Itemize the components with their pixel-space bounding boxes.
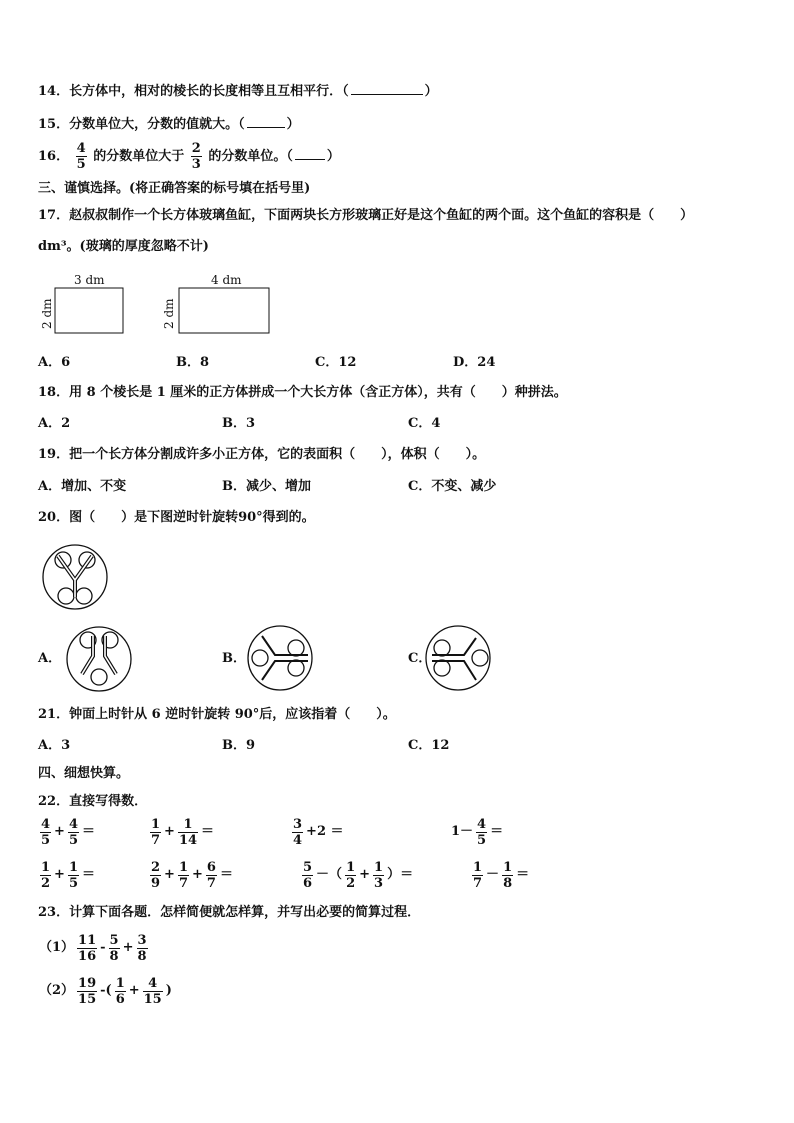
- expr-2: $\frac{1}{7}$ + $\frac{1}{14}$ ＝: [151, 816, 215, 848]
- q23-part-2: （2） $\frac{19}{15}$ -( $\frac{1}{6}$ + $\frac{4}{15}$ ): [39, 975, 172, 1007]
- q19-option-a[interactable]: A．增加、不变: [38, 479, 127, 494]
- rect1-top-label: 3 dm: [74, 273, 105, 287]
- q21-option-a[interactable]: A．3: [38, 738, 71, 753]
- q18-option-c[interactable]: C．4: [408, 416, 441, 431]
- q23-part-1: （1） $\frac{11}{16}$ - $\frac{5}{8}$ + $\frac{3}{8}$: [39, 932, 147, 964]
- fraction: $\frac{2}{3}$: [191, 141, 201, 172]
- question-22: 22．直接写得数．: [38, 794, 148, 809]
- q20-option-c[interactable]: C．: [408, 651, 432, 666]
- question-16: 16． $\frac{4}{5}$ 的分数单位大于 $\frac{2}{3}$ 的分数单位。（ ）: [38, 141, 340, 172]
- question-17-line1: 17．赵叔叔制作一个长方体玻璃鱼缸，下面两块长方形玻璃正好是这个鱼缸的两个面。这个鱼缸的容积是（ ）: [38, 208, 694, 223]
- question-15: 15．分数单位大，分数的值就大。（ ）: [38, 117, 300, 132]
- q15-text: 15．分数单位大，分数的值就大。（: [38, 117, 245, 132]
- q18-option-a[interactable]: A．2: [38, 416, 71, 431]
- fraction: $\frac{4}{5}$: [76, 141, 86, 172]
- rect1-side-label: 2 dm: [40, 298, 54, 329]
- q17-option-b[interactable]: B．8: [176, 355, 210, 370]
- q21-option-c[interactable]: C．12: [408, 738, 450, 753]
- q20-option-a[interactable]: A．: [38, 651, 62, 666]
- q17-option-a[interactable]: A．6: [38, 355, 71, 370]
- q17-option-c[interactable]: C．12: [315, 355, 357, 370]
- question-23: 23．计算下面各题．怎样简便就怎样算，并写出必要的简算过程．: [38, 905, 421, 920]
- question-14: 14．长方体中，相对的棱长的长度相等且互相平行．（ ）: [38, 84, 438, 99]
- option-c-figure: [426, 626, 490, 690]
- q19-option-b[interactable]: B．减少、增加: [222, 479, 311, 494]
- q18-option-b[interactable]: B．3: [222, 416, 256, 431]
- section-3-heading: 三、谨慎选择。(将正确答案的标号填在括号里): [38, 181, 311, 196]
- q14-text: 14．长方体中，相对的棱长的长度相等且互相平行．（: [38, 84, 349, 99]
- expr-4: 1－ $\frac{4}{5}$ ＝: [451, 816, 504, 848]
- expr-1: $\frac{4}{5}$ + $\frac{4}{5}$ ＝: [41, 816, 96, 848]
- rect2-top-label: 4 dm: [211, 273, 242, 287]
- question-17-line2: dm³。(玻璃的厚度忽略不计): [38, 239, 209, 254]
- original-figure: [43, 545, 107, 609]
- q19-option-c[interactable]: C．不变、减少: [408, 479, 497, 494]
- expr-8: $\frac{1}{7}$ － $\frac{1}{8}$ ＝: [473, 859, 530, 891]
- q20-option-b[interactable]: B．: [222, 651, 246, 666]
- q21-option-b[interactable]: B．9: [222, 738, 256, 753]
- expr-7: $\frac{5}{6}$ －（ $\frac{1}{2}$ + $\frac{1}{3}$ ）＝: [303, 859, 414, 891]
- question-21: 21．钟面上时针从 6 逆时针旋转 90°后，应该指着（ ）。: [38, 707, 396, 722]
- q17-option-d[interactable]: D．24: [453, 355, 496, 370]
- question-20: 20．图（ ）是下图逆时针旋转90°得到的。: [38, 510, 315, 525]
- option-b-figure: [248, 626, 312, 690]
- rect2-side-label: 2 dm: [162, 298, 176, 329]
- option-a-figure: [67, 627, 131, 691]
- expr-6: $\frac{2}{9}$ + $\frac{1}{7}$ + $\frac{6}{7}$ ＝: [151, 859, 233, 891]
- expr-5: $\frac{1}{2}$ + $\frac{1}{5}$ ＝: [41, 859, 96, 891]
- expr-3: $\frac{3}{4}$ +2 ＝: [293, 816, 344, 848]
- question-18: 18．用 8 个棱长是 1 厘米的正方体拼成一个大长方体（含正方体），共有（ ）种拼法。: [38, 385, 567, 400]
- section-4-heading: 四、细想快算。: [38, 766, 130, 781]
- question-19: 19．把一个长方体分割成许多小正方体，它的表面积（ ），体积（ ）。: [38, 447, 486, 462]
